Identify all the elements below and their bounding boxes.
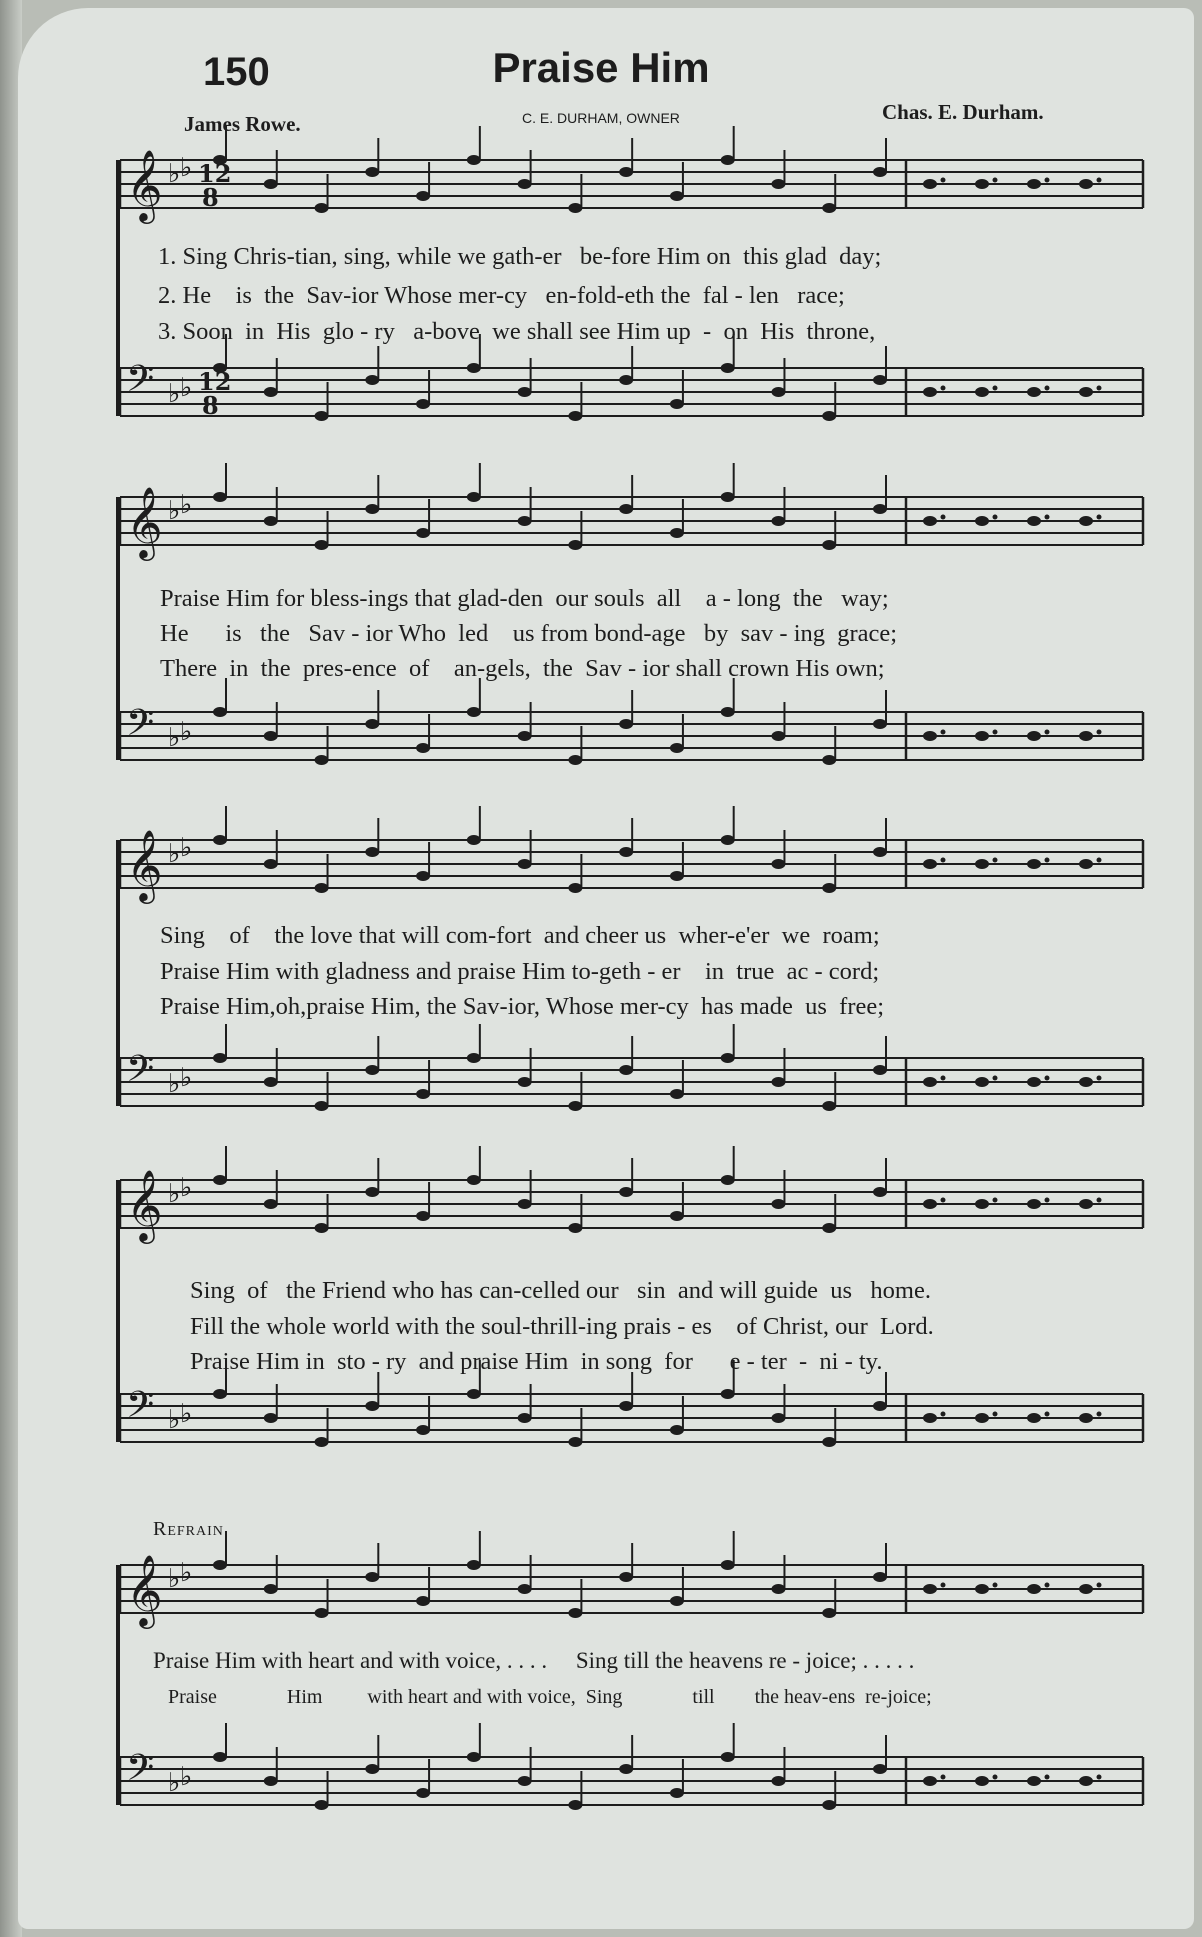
treble-staff xyxy=(120,126,1143,224)
svg-text:𝄞: 𝄞 xyxy=(126,1168,163,1241)
svg-text:𝄞: 𝄞 xyxy=(126,1553,163,1626)
svg-text:𝄞: 𝄞 xyxy=(126,148,163,221)
svg-text:♭: ♭ xyxy=(180,1063,193,1093)
time-signature-top: 12 xyxy=(198,159,232,188)
lyric-line: There in the pres-ence of an-gels, the Sav - ior shall crown His own; xyxy=(160,655,885,682)
lyric-line: 1. Sing Chris-tian, sing, while we gath-er be-fore Him on this glad day; xyxy=(158,243,882,270)
lyric-line: Praise Him,oh,praise Him, the Sav-ior, Whose mer-cy has made us free; xyxy=(160,993,885,1020)
svg-text:♭: ♭ xyxy=(168,839,181,869)
refrain-label: Refrain xyxy=(153,1518,224,1540)
lyric-line: Praise Him for bless-ings that glad-den our souls all a - long the way; xyxy=(160,585,889,612)
lyric-line: 2. He is the Sav-ior Whose mer-cy en-fold-eth the fal - len race; xyxy=(158,282,845,309)
treble-staff xyxy=(120,463,1143,561)
treble-staff xyxy=(120,1146,1143,1244)
svg-text:♭: ♭ xyxy=(180,1399,193,1429)
refrain-bass-lyric: Praise Him with heart and with voice, Sing till the heav-ens re-joice; xyxy=(168,1686,932,1708)
bass-staff xyxy=(120,1723,1143,1810)
svg-text:♭: ♭ xyxy=(180,717,193,747)
copyright-owner: C. E. DURHAM, OWNER xyxy=(522,110,680,126)
svg-text:♭: ♭ xyxy=(168,1405,181,1435)
lyric-line: Praise Him with gladness and praise Him to-geth - er in true ac - cord; xyxy=(160,958,880,985)
lyric-line: Sing of the Friend who has can-celled our sin and will guide us home. xyxy=(190,1277,931,1304)
svg-text:♭: ♭ xyxy=(168,1564,181,1594)
svg-text:𝄢: 𝄢 xyxy=(126,358,155,409)
svg-text:♭: ♭ xyxy=(168,379,181,409)
svg-text:♭: ♭ xyxy=(180,1558,193,1588)
svg-text:𝄢: 𝄢 xyxy=(126,1048,155,1099)
hymn-title: Praise Him xyxy=(492,44,710,91)
svg-text:𝄞: 𝄞 xyxy=(126,485,163,558)
svg-text:𝄢: 𝄢 xyxy=(126,702,155,753)
hymn-number: 150 xyxy=(203,50,270,94)
lyric-line: Sing of the love that will com-fort and cheer us wher-e'er we roam; xyxy=(160,922,880,949)
svg-text:♭: ♭ xyxy=(180,1173,193,1203)
time-signature-bottom: 8 xyxy=(202,391,219,420)
svg-text:𝄢: 𝄢 xyxy=(126,1384,155,1435)
svg-text:♭: ♭ xyxy=(180,490,193,520)
lyric-line: Praise Him in sto - ry and praise Him in song for e - ter - ni - ty. xyxy=(190,1348,883,1375)
treble-staff xyxy=(120,1531,1143,1629)
time-signature-top: 12 xyxy=(198,367,232,396)
lyric-line: He is the Sav - ior Who led us from bond-age by sav - ing grace; xyxy=(160,620,898,647)
svg-text:𝄞: 𝄞 xyxy=(126,828,163,901)
svg-text:♭: ♭ xyxy=(180,833,193,863)
svg-text:♭: ♭ xyxy=(168,723,181,753)
lyricist-credit: James Rowe. xyxy=(184,112,301,136)
svg-text:♭: ♭ xyxy=(180,153,193,183)
svg-text:♭: ♭ xyxy=(168,1179,181,1209)
svg-text:𝄢: 𝄢 xyxy=(126,1747,155,1798)
lyric-line: Fill the whole world with the soul-thrill-ing prais - es of Christ, our Lord. xyxy=(190,1313,934,1340)
refrain-treble-lyric: Praise Him with heart and with voice, . . . . Sing till the heavens re - joice; . . . . . xyxy=(153,1648,915,1673)
bass-staff xyxy=(120,1024,1143,1111)
lyric-line: 3. Soon in His glo - ry a-bove we shall see Him up - on His throne, xyxy=(158,318,876,345)
bass-staff xyxy=(120,334,1143,421)
composer-credit: Chas. E. Durham. xyxy=(882,100,1044,124)
time-signature-bottom: 8 xyxy=(202,183,219,212)
treble-staff xyxy=(120,806,1143,904)
svg-text:♭: ♭ xyxy=(180,373,193,403)
svg-text:♭: ♭ xyxy=(168,159,181,189)
svg-text:♭: ♭ xyxy=(168,496,181,526)
bass-staff xyxy=(120,678,1143,765)
svg-text:♭: ♭ xyxy=(168,1069,181,1099)
svg-text:♭: ♭ xyxy=(168,1768,181,1798)
svg-text:♭: ♭ xyxy=(180,1762,193,1792)
